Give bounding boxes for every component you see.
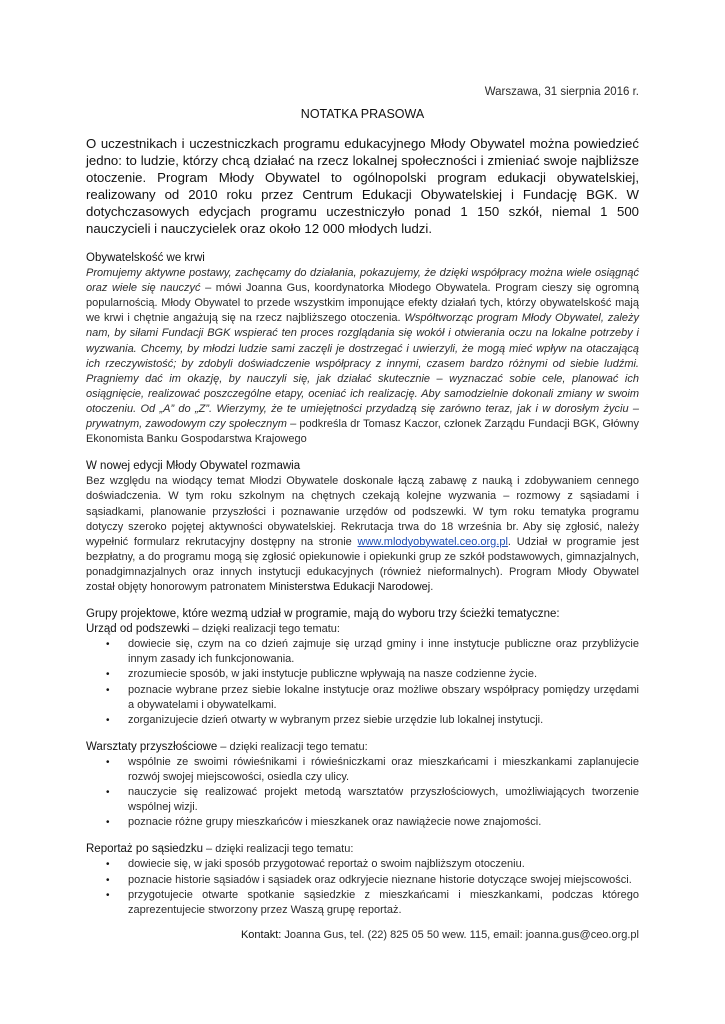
document-date: Warszawa, 31 sierpnia 2016 r. [484, 86, 639, 98]
list-item [86, 683, 639, 713]
bullet-icon: • [106, 817, 110, 829]
program-website-link[interactable]: www.mlodyobywatel.ceo.org.pl [357, 535, 508, 548]
section1-paragraph [86, 266, 639, 447]
section2-paragraph [86, 474, 639, 595]
path-reportaz [86, 842, 639, 917]
list-item-text: poznacie historie sąsiadów i sąsiadek oraz odkryjecie nieznane historie dotyczące swojej miejscowości. [128, 873, 632, 886]
document-body [86, 251, 639, 943]
section-heading-obywatelskosc: Obywatelskość we krwi [86, 252, 205, 264]
path-title: Urząd od podszewki [86, 623, 190, 636]
path-heading [86, 622, 639, 637]
contact-line [86, 928, 639, 943]
path-warsztaty [86, 740, 639, 831]
document-title: NOTATKA PRASOWA [300, 107, 425, 121]
contact-label: Kontakt: [240, 928, 282, 941]
bullet-icon: • [106, 669, 110, 681]
list-item-text: wspólnie ze swoimi rówieśnikami i rówieśniczkami oraz mieszkańcami i mieszkankami zaplanujecie rozwój swojej miejscowości, osiedla czy ulicy. [128, 755, 639, 783]
section2-text1: Bez względu na wiodący temat Młodzi Obywatele doskonale łączą zabawę z nauką i zdobywaniem cennego doświadczenia. W tym roku szkolnym na chętnych czekają kolejne wyzwania – rozmowy z sąsiadami i sąsiadkami, planowanie przyszłości i poznawanie urzędów od podszewki. W tym roku tematyka programu dotyczy szeroko pojętej aktywności obywatelskiej. Rekrutacja trwa do 18 września br. Aby się zgłosić, należy wypełnić formularz rekrutacyjny dostępny na stronie [86, 475, 639, 548]
path-suffix: – dzięki realizacji tego tematu: [217, 740, 368, 753]
section-heading-nowa-edycja: W nowej edycji Młody Obywatel rozmawia [86, 460, 301, 473]
section1-text1: – mówi Joanna Gus, koordynatorka Młodego Obywatela. Program cieszy się ogromną popularnością. Młody Obywatel to przede wszystkim imponujące efekty działań tych, którzy obywatelskość mają we krwi i chętnie angażują się na rzecz najbliższego otoczenia. [86, 282, 639, 325]
spacer [86, 830, 639, 842]
bullet-icon: • [106, 756, 110, 768]
section2-text2: . Udział w programie jest bezpłatny, a do programu mogą się zgłosić opiekunowie i opiekunki grup ze szkół podstawowych, gimnazjalnych, ponadgimnazjalnych oraz innych instytucji edukacyjnych (również nieformalnych). Program Młody Obywatel został objęty honorowym patronatem [86, 535, 639, 593]
path-urzad [86, 622, 639, 728]
path-suffix: – dzięki realizacji tego tematu: [202, 843, 354, 856]
path-title: Warsztaty przyszłościowe [86, 740, 218, 753]
list-item [86, 755, 639, 785]
groups-intro: Grupy projektowe, które wezmą udział w programie, mają do wyboru trzy ścieżki tematyczne: [86, 608, 560, 621]
path-list [86, 637, 639, 728]
path-heading [86, 740, 639, 755]
list-item-text: przygotujecie otwarte spotkanie sąsiedzkie z mieszkańcami i mieszkankami, podczas którego zaprezentujecie stworzony przez Waszą grupę reportaż. [128, 888, 639, 916]
path-list [86, 857, 639, 917]
list-item [86, 873, 639, 888]
list-item-text: dowiecie się, w jaki sposób przygotować reportaż o swoim najbliższym otoczeniu. [128, 858, 525, 871]
list-item-text: zorganizujecie dzień otwarty w wybranym przez siebie urzędzie lub lokalnej instytucji. [128, 713, 544, 726]
contact-details: Joanna Gus, tel. (22) 825 05 50 wew. 115, email: joanna.gus@ceo.org.pl [281, 928, 639, 941]
path-heading [86, 842, 639, 857]
bullet-icon: • [106, 714, 110, 726]
quote-tomasz-kaczor: Współtworząc program Młody Obywatel, zależy nam, by siłami Fundacji BGK wspierać ten proces rozglądania się wokół i otwierania oczu na lokalne potrzeby i wyzwania. Chcemy, by młodzi ludzie sami zaczęli je dostrzegać i uwierzyli, że mogą mieć wpływ na otaczającą ich rzeczywistość; by zdobyli doświadczenie współpracy z innymi, czasem bardzo różnymi od siebie ludźmi. Pragniemy dać im okazję, by nauczyli się, jak działać skutecznie – wyznaczać sobie cele, planować ich osiągnięcie, realizować poszczególne etapy, oceniać ich realizację. Aby samodzielnie dokonali zmiany w swoim otoczeniu. Od „A” do „Z”. Wierzymy, że te umiejętności przydadzą się zarówno teraz, jak i w dorosłym życiu – prywatnym, zawodowym czy społecznym [86, 312, 639, 431]
list-item-text: zrozumiecie sposób, w jaki instytucje publiczne wpływają na nasze codzienne życie. [128, 668, 538, 681]
list-item [86, 785, 639, 815]
list-item [86, 857, 639, 872]
quote-joanna-gus: Promujemy aktywne postawy, zachęcamy do działania, pokazujemy, że dzięki współpracy można wiele osiągnąć oraz wiele się nauczyć [86, 267, 639, 295]
list-item [86, 888, 639, 918]
path-suffix: – dzięki realizacji tego tematu: [189, 623, 340, 636]
path-list [86, 755, 639, 830]
bullet-icon: • [106, 874, 110, 886]
section2-text3: . [430, 580, 434, 593]
list-item [86, 667, 639, 682]
bullet-icon: • [106, 684, 110, 696]
list-item [86, 637, 639, 667]
list-item-text: poznacie wybrane przez siebie lokalne instytucje oraz możliwe obszary współpracy pomiędzy urzędami a obywatelami i obywatelkami. [128, 683, 639, 711]
spacer [86, 728, 639, 740]
bullet-icon: • [106, 859, 110, 871]
list-item-text: dowiecie się, czym na co dzień zajmuje się urząd gminy i inne instytucje publiczne oraz przybliżycie innym zasady ich funkcjonowania. [128, 638, 639, 666]
bullet-icon: • [106, 889, 110, 901]
path-title: Reportaż po sąsiedzku [86, 843, 203, 856]
patron-name: Ministerstwa Edukacji Narodowej [268, 580, 431, 593]
lead-paragraph: O uczestnikach i uczestniczkach programu edukacyjnego Młody Obywatel można powiedzieć jedno: to ludzie, którzy chcą działać na rzecz lokalnej społeczności i zmieniać swoje najbliższe otoczenie. Program Młody Obywatel to ogólnopolski program edukacji obywatelskiej, realizowany od 2010 roku przez Centrum Edukacji Obywatelskiej i Fundację BGK. W dotychczasowych edycjach programu uczestniczyło ponad 1 150 szkół, niemal 1 500 nauczycieli i nauczycielek oraz około 12 000 młodych ludzi. [86, 136, 639, 236]
bullet-icon: • [106, 787, 110, 799]
list-item [86, 815, 639, 830]
list-item-text: nauczycie się realizować projekt metodą warsztatów przyszłościowych, umożliwiających tworzenie wspólnej wizji. [128, 786, 639, 814]
list-item-text: poznacie różne grupy mieszkańców i mieszkanek oraz nawiążecie nowe znajomości. [128, 816, 542, 829]
section1-text2: – podkreśla dr Tomasz Kaczor, członek Zarządu Fundacji BGK, Główny Ekonomista Banku Gospodarstwa Krajowego [86, 418, 640, 446]
bullet-icon: • [106, 639, 110, 651]
list-item [86, 713, 639, 728]
